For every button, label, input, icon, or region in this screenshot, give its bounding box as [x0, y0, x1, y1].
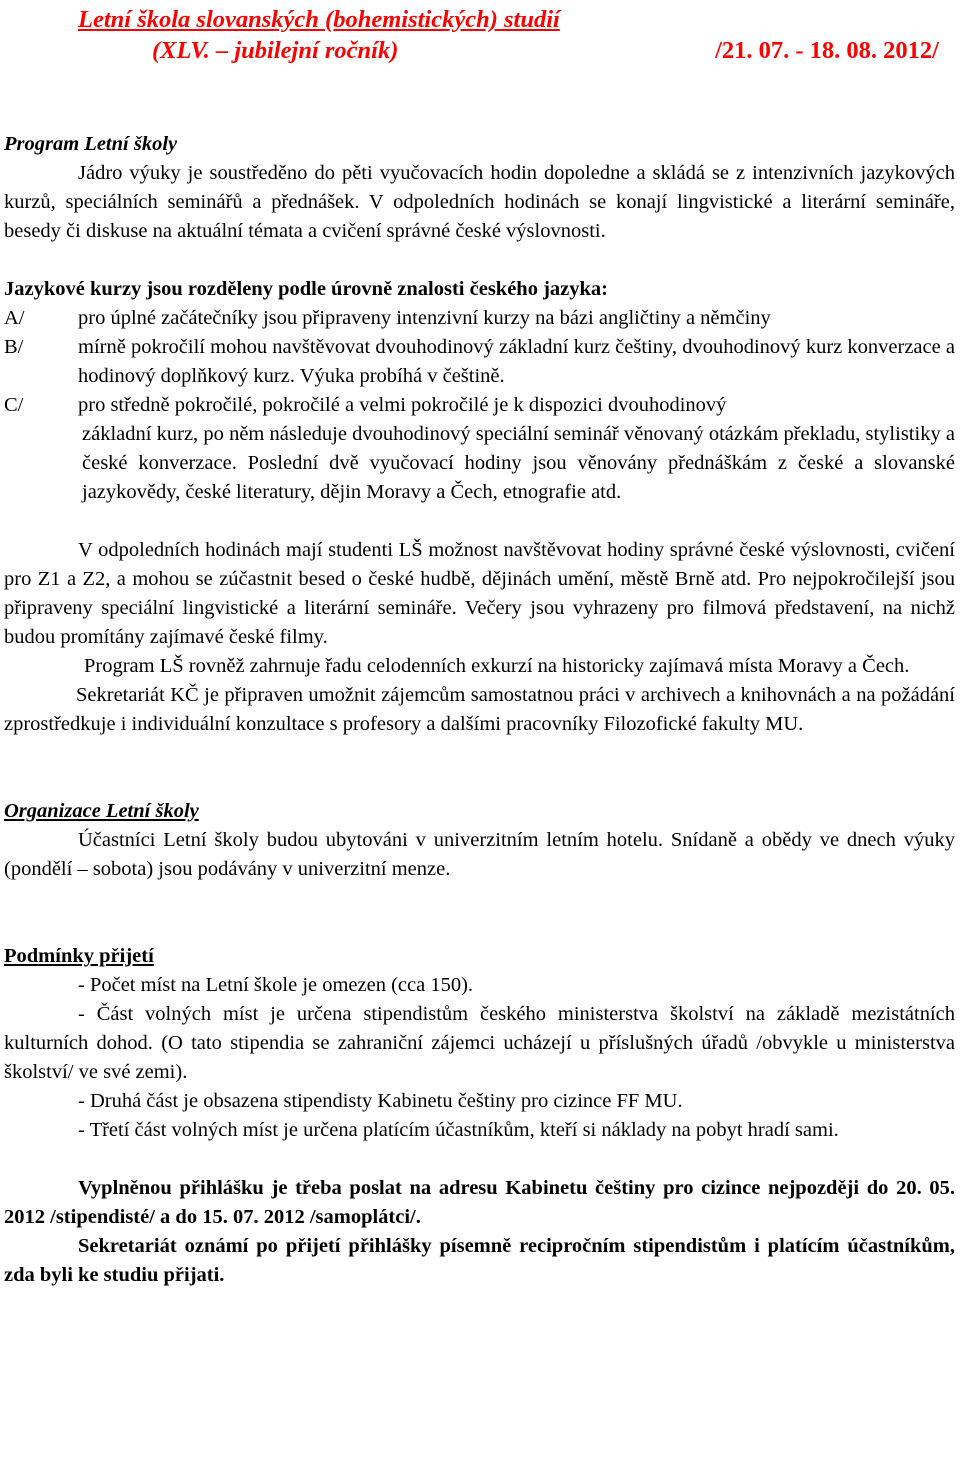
document-title: Letní škola slovanských (bohemistických) studií — [78, 6, 560, 33]
course-text-first-line: pro středně pokročilé, pokročilé a velmi pokročilé je k dispozici dvouhodinový — [78, 394, 727, 416]
organization-heading: Organizace Letní školy — [4, 800, 199, 822]
course-item-b — [4, 333, 955, 391]
course-key-spacer — [4, 420, 78, 507]
organization-paragraph: Účastníci Letní školy budou ubytováni v univerzitním letním hotelu. Snídaně a obědy ve dnech výuky (pondělí – sobota) jsou podávány v univerzitní menze. — [4, 829, 955, 880]
spacer — [4, 884, 955, 942]
course-text: mírně pokročilí mohou navštěvovat dvouhodinový základní kurz češtiny, dvouhodinový kurz konverzace a hodinový doplňkový kurz. Výuka probíhá v češtině. — [78, 336, 955, 387]
date-range: /21. 07. - 18. 08. 2012/ — [715, 37, 939, 64]
admission-heading: Podmínky přijetí — [4, 945, 154, 967]
spacer — [4, 66, 955, 130]
document-subtitle — [4, 35, 955, 66]
admission-item: - Část volných míst je určena stipendistům českého ministerstva školství na základě mezistátních kulturních dohod. (O tato stipendia se zahraniční zájemci ucházejí u příslušných úřadů /obvykle u ministerstva školství/ ve své zemi). — [4, 1003, 955, 1083]
course-key: B/ — [4, 336, 24, 358]
course-key: C/ — [4, 394, 24, 416]
course-text: pro úplné začátečníky jsou připraveny intenzivní kurzy na bázi angličtiny a němčiny — [78, 307, 771, 329]
edition-label: (XLV. – jubilejní ročník) — [152, 37, 399, 64]
course-item-c — [4, 391, 955, 420]
spacer — [4, 1145, 955, 1174]
admission-item: - Třetí část volných míst je určena platícím účastníkům, kteří si náklady na pobyt hradí sami. — [78, 1119, 839, 1141]
program-heading: Program Letní školy — [4, 133, 178, 155]
document-page — [4, 4, 955, 1290]
course-item-c-continued — [4, 420, 955, 507]
course-text: základní kurz, po něm následuje dvouhodinový speciální seminář věnovaný otázkám překladu, stylistiky a české konverzace. Poslední dvě vyučovací hodiny jsou věnovány přednáškám z české a slovanské jazykovědy, české literatury, dějin Moravy a Čech, etnografie atd. — [82, 423, 955, 503]
spacer — [4, 507, 955, 536]
course-key: A/ — [4, 307, 25, 329]
courses-heading: Jazykové kurzy jsou rozděleny podle úrovně znalosti českého jazyka: — [4, 278, 608, 300]
excursions-paragraph: Program LŠ rovněž zahrnuje řadu celodenních exkurzí na historicky zajímavá místa Moravy a Čech. — [84, 655, 910, 677]
course-item-a — [4, 304, 955, 333]
program-paragraph: Jádro výuky je soustředěno do pěti vyučovacích hodin dopoledne a skládá se z intenzivních jazykových kurzů, speciálních seminářů a přednášek. V odpoledních hodinách se konají lingvistické a literární semináře, besedy či diskuse na aktuální témata a cvičení správné české výslovnosti. — [4, 162, 955, 242]
spacer — [4, 246, 955, 275]
admission-item: - Druhá část je obsazena stipendisty Kabinetu češtiny pro cizince FF MU. — [78, 1090, 683, 1112]
spacer — [4, 739, 955, 797]
acceptance-notice-paragraph: Sekretariát oznámí po přijetí přihlášky písemně recipročním stipendistům i platícím účastníkům, zda byli ke studiu přijati. — [4, 1235, 955, 1286]
afternoon-paragraph: V odpoledních hodinách mají studenti LŠ možnost navštěvovat hodiny správné české výslovnosti, cvičení pro Z1 a Z2, a mohou se zúčastnit besed o české hudbě, dějinách umění, městě Brně atd. Pro nejpokročilejší jsou připraveny speciální lingvistické a literární semináře. Večery jsou vyhrazeny pro filmová představení, na nichž budou promítány zajímavé české filmy. — [4, 539, 955, 648]
admission-item: - Počet míst na Letní škole je omezen (cca 150). — [78, 974, 474, 996]
secretariat-paragraph: Sekretariát KČ je připraven umožnit zájemcům samostatnou práci v archivech a knihovnách a na požádání zprostředkuje i individuální konzultace s profesory a dalšími pracovníky Filozofické fakulty MU. — [4, 684, 955, 735]
application-deadline-paragraph: Vyplněnou přihlášku je třeba poslat na adresu Kabinetu češtiny pro cizince nejpozději do 20. 05. 2012 /stipendisté/ a do 15. 07. 2012 /samoplátci/. — [4, 1177, 955, 1228]
